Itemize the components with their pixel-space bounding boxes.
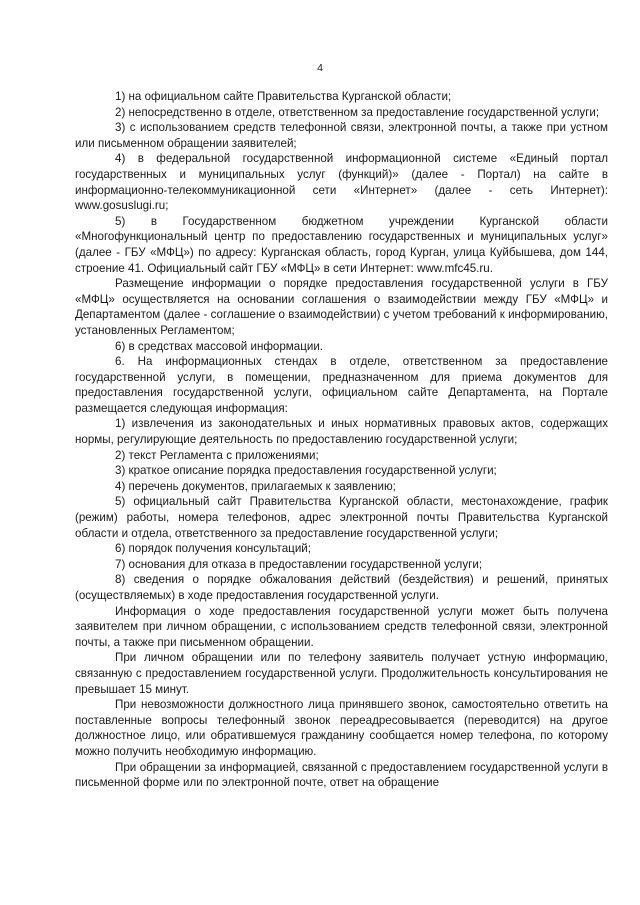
paragraph: Информация о ходе предоставления государственной услуги может быть получена заявителем при личном обращении, с использованием средств телефонной связи, электронной почты, а также при письменном обращении. — [75, 604, 608, 649]
paragraph: 5) в Государственном бюджетном учреждении Курганской области «Многофункциональный центр по предоставлению государственных и муниципальных услуг» (далее - ГБУ «МФЦ») по адресу: Курганская область, город Курган, улица Куйбышева, дом 144, строение 41. Официальный сайт ГБУ «МФЦ» в сети Интернет: www.mfc45.ru. — [75, 214, 608, 275]
paragraph: 5) официальный сайт Правительства Курганской области, местонахождение, график (режим) работы, номера телефонов, адрес электронной почты Правительства Курганской области и отдела, ответственного за предоставление государственной услуги; — [75, 495, 608, 540]
paragraph: 6. На информационных стендах в отделе, ответственном за предоставление государственной услуги, в помещении, предназначенном для приема документов для предоставления государственной услуги, официальном сайте Департамента, на Портале размещается следующая информация: — [75, 355, 608, 415]
paragraph: При личном обращении или по телефону заявитель получает устную информацию, связанную с предоставлением государственной услуги. Продолжительность консультирования не превышает 15 минут. — [75, 651, 608, 696]
paragraph: 2) текст Регламента с приложениями; — [115, 448, 319, 462]
paragraph: 1) на официальном сайте Правительства Курганской области; — [115, 90, 452, 103]
paragraph: 3) краткое описание порядка предоставления государственной услуги; — [115, 464, 497, 478]
paragraph: 7) основания для отказа в предоставлении государственной услуги; — [115, 557, 483, 571]
page-number: 4 — [317, 62, 323, 74]
paragraph: 2) непосредственно в отделе, ответственном за предоставление государственной услуги; — [115, 105, 600, 119]
paragraph: 3) с использованием средств телефонной связи, электронной почты, а также при устном или письменном обращении заявителей; — [75, 121, 608, 150]
paragraph: При обращении за информацией, связанной с предоставлением государственной услуги в письменной форме или по электронной почте, ответ на обращение — [75, 760, 608, 790]
document-body — [75, 89, 608, 791]
paragraph: 4) перечень документов, прилагаемых к заявлению; — [115, 479, 396, 493]
paragraph: 8) сведения о порядке обжалования действий (бездействия) и решений, принятых (осуществляемых) в ходе предоставления государственной услуги. — [75, 573, 608, 602]
paragraph: 1) извлечения из законодательных и иных нормативных правовых актов, содержащих нормы, регулирующие деятельность по предоставлению государственной услуги; — [75, 417, 608, 447]
paragraph: 6) в средствах массовой информации. — [115, 339, 324, 353]
paragraph: Размещение информации о порядке предоставления государственной услуги в ГБУ «МФЦ» осуществляется на основании соглашения о взаимодействии между ГБУ «МФЦ» и Департаментом (далее - соглашение о взаимодействии) с учетом требований к информированию, установленных Регламентом; — [75, 277, 608, 337]
paragraph: 4) в федеральной государственной информационной системе «Единый портал государственных и муниципальных услуг (функций)» (далее - Портал) на сайте в информационно-телекоммуникационной сети «Интернет» (далее - сеть Интернет): www.gosuslugi.ru; — [75, 152, 608, 213]
paragraph: При невозможности должностного лица принявшего звонок, самостоятельно ответить на поставленные вопросы телефонный звонок переадресовывается (переводится) на другое должностное лицо, или обратившемуся гражданину сообщается номер телефона, по которому можно получить необходимую информацию. — [75, 698, 608, 758]
paragraph: 6) порядок получения консультаций; — [115, 542, 311, 556]
